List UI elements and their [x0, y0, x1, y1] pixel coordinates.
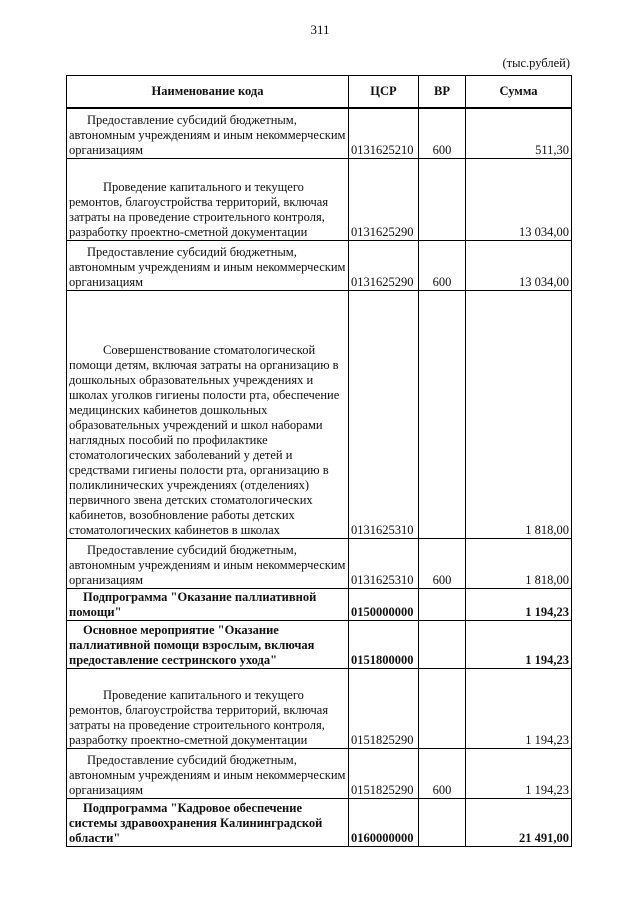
row-vr [419, 668, 466, 748]
row-sum: 1 194,23 [466, 748, 572, 798]
row-csr: 0131625290 [349, 158, 419, 240]
row-name: Предоставление субсидий бюджетным, автономным учреждениям и иным некоммерческим организациям [67, 240, 349, 290]
table-row [67, 158, 572, 240]
row-name: Предоставление субсидий бюджетным, автономным учреждениям и иным некоммерческим организациям [67, 748, 349, 798]
row-csr: 0131625310 [349, 290, 419, 538]
row-name: Основное мероприятие "Оказание паллиативной помощи взрослым, включая предоставление сестринского ухода" [67, 620, 349, 668]
table-row [67, 290, 572, 538]
table-row [67, 588, 572, 620]
row-vr [419, 620, 466, 668]
table-row [67, 620, 572, 668]
table-row [67, 108, 572, 158]
unit-note: (тыс.рублей) [502, 56, 570, 70]
row-sum: 13 034,00 [466, 158, 572, 240]
row-sum: 511,30 [466, 108, 572, 158]
row-sum: 1 818,00 [466, 290, 572, 538]
budget-table [66, 75, 572, 847]
table-row [67, 668, 572, 748]
table-row [67, 748, 572, 798]
row-vr: 600 [419, 538, 466, 588]
row-name: Совершенствование стоматологической помощи детям, включая затраты на организацию в дошкольных образовательных учреждениях и школах уголков гигиены полости рта, обеспечение медицинских кабинетов дошкольных образовательных учреждений и школ наборами наглядных пособий по профилактике стоматологических заболеваний у детей и средствами гигиены полости рта, организацию в поликлинических учреждениях (отделениях) первичного звена детских стоматологических кабинетов, возобновление работы детских стоматологических кабинетов в школах [67, 290, 349, 538]
header-name: Наименование кода [67, 76, 349, 109]
row-name: Подпрограмма "Кадровое обеспечение системы здравоохранения Калининградской области" [67, 798, 349, 846]
row-vr: 600 [419, 108, 466, 158]
page-number: 311 [310, 22, 330, 37]
row-csr: 0131625310 [349, 538, 419, 588]
row-sum: 1 194,23 [466, 620, 572, 668]
row-csr: 0151825290 [349, 668, 419, 748]
row-sum: 1 194,23 [466, 588, 572, 620]
row-vr: 600 [419, 748, 466, 798]
row-vr: 600 [419, 240, 466, 290]
row-vr [419, 290, 466, 538]
row-sum: 1 194,23 [466, 668, 572, 748]
table-header-row [67, 76, 572, 109]
header-sum: Сумма [466, 76, 572, 109]
row-csr: 0131625210 [349, 108, 419, 158]
table-row [67, 798, 572, 846]
header-vr: ВР [419, 76, 466, 109]
row-vr [419, 588, 466, 620]
table-row [67, 538, 572, 588]
row-sum: 13 034,00 [466, 240, 572, 290]
row-csr: 0151825290 [349, 748, 419, 798]
row-csr: 0150000000 [349, 588, 419, 620]
header-csr: ЦСР [349, 76, 419, 109]
row-csr: 0160000000 [349, 798, 419, 846]
table-row [67, 240, 572, 290]
row-sum: 1 818,00 [466, 538, 572, 588]
row-vr [419, 158, 466, 240]
row-csr: 0151800000 [349, 620, 419, 668]
row-name: Подпрограмма "Оказание паллиативной помощи" [67, 588, 349, 620]
row-name: Проведение капитального и текущего ремонтов, благоустройства территорий, включая затраты на проведение строительного контроля, разработку проектно-сметной документации [67, 668, 349, 748]
row-csr: 0131625290 [349, 240, 419, 290]
row-sum: 21 491,00 [466, 798, 572, 846]
row-vr [419, 798, 466, 846]
row-name: Предоставление субсидий бюджетным, автономным учреждениям и иным некоммерческим организациям [67, 108, 349, 158]
row-name: Предоставление субсидий бюджетным, автономным учреждениям и иным некоммерческим организациям [67, 538, 349, 588]
row-name: Проведение капитального и текущего ремонтов, благоустройства территорий, включая затраты на проведение строительного контроля, разработку проектно-сметной документации [67, 158, 349, 240]
